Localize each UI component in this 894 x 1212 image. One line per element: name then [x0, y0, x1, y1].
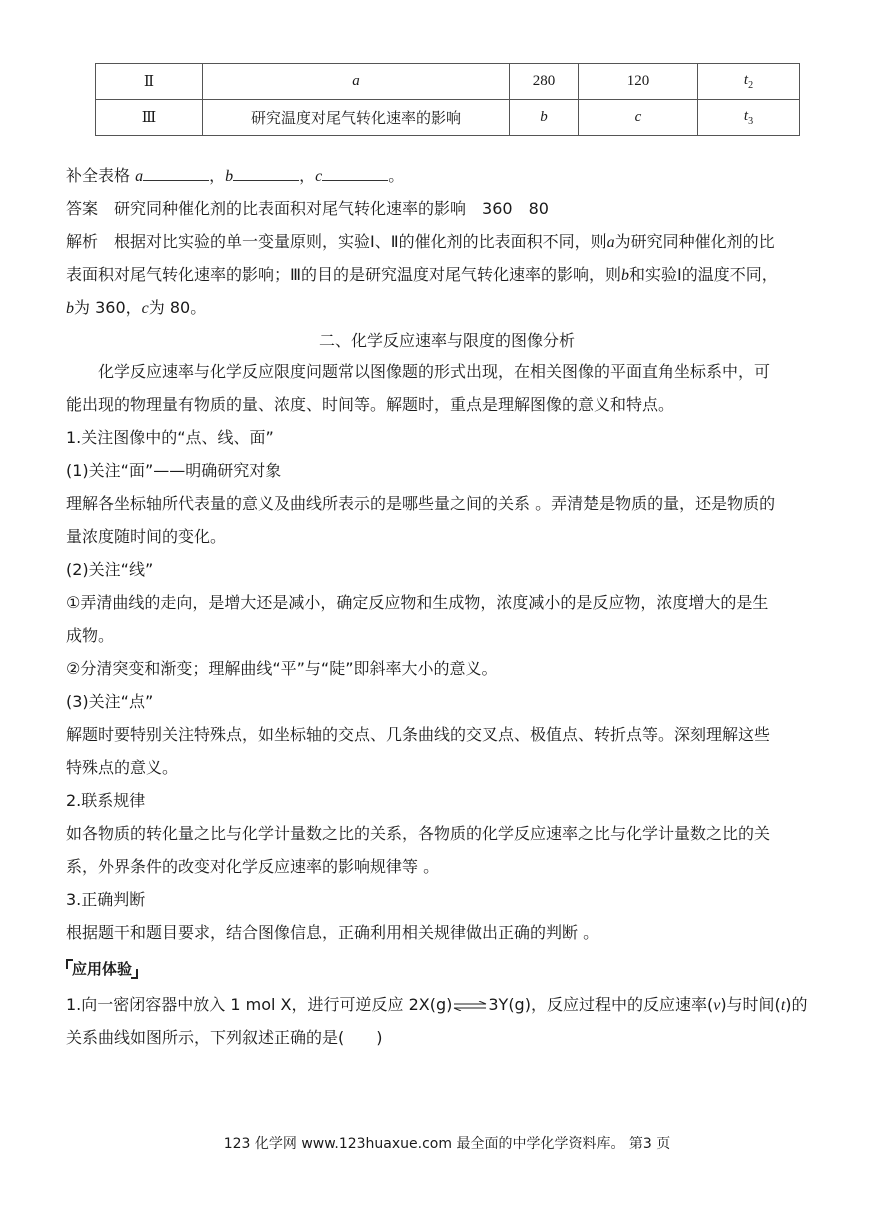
- page-footer: 123 化学网 www.123huaxue.com 最全面的中学化学资料库。 第3 页: [223, 1136, 671, 1152]
- table-cell: c: [579, 100, 698, 136]
- separator: ，: [299, 166, 316, 185]
- table-cell: [698, 100, 800, 136]
- analysis-text: 为研究同种催化剂的比: [614, 232, 775, 251]
- variable: t: [780, 997, 786, 1014]
- answer-label: 答案: [66, 199, 99, 218]
- table-cell: 280: [510, 64, 579, 100]
- time-subscript: 3: [748, 116, 754, 127]
- answer-line: [66, 198, 549, 220]
- question-text: 3Y(g)，反应过程中的反应速率(: [488, 995, 714, 1014]
- table-cell: Ⅱ: [96, 64, 203, 100]
- blank-label-b: b: [225, 168, 234, 185]
- paragraph-line: 系，外界条件的改变对化学反应速率的影响规律等 。: [66, 857, 440, 876]
- paragraph-line: (3)关注“点”: [66, 692, 154, 711]
- paragraph-line: 量浓度随时间的变化。: [66, 527, 227, 546]
- paragraph-line: (1)关注“面”——明确研究对象: [66, 461, 282, 480]
- blank-c: [322, 165, 388, 181]
- question-line-2: 关系曲线如图所示，下列叙述正确的是( ): [66, 1028, 383, 1047]
- paragraph-line: 1.关注图像中的“点、线、面”: [66, 428, 274, 447]
- blank-label-a: a: [135, 168, 144, 185]
- fill-prefix: 补全表格: [66, 166, 136, 185]
- fill-blank-line: [66, 165, 404, 188]
- variable: b: [66, 300, 74, 317]
- time-subscript: 2: [748, 80, 754, 91]
- variable: c: [141, 300, 149, 317]
- analysis-line-3: [66, 297, 206, 320]
- analysis-text: 为 80。: [148, 298, 207, 317]
- table-cell: b: [510, 100, 579, 136]
- section-title: 二、化学反应速率与限度的图像分析: [318, 331, 575, 350]
- paragraph-line: 能出现的物理量有物质的量、浓度、时间等。解题时，重点是理解图像的意义和特点。: [66, 395, 675, 414]
- paragraph-line: 2.联系规律: [66, 791, 146, 810]
- time-symbol: t: [743, 108, 749, 124]
- paragraph-line: 化学反应速率与化学反应限度问题常以图像题的形式出现，在相关图像的平面直角坐标系中，可: [66, 362, 771, 381]
- analysis-line-2: [66, 264, 778, 287]
- analysis-text: 和实验Ⅰ的温度不同，: [629, 265, 778, 284]
- paragraph-line: 如各物质的转化量之比与化学计量数之比的关系，各物质的化学反应速率之比与化学计量数之比的关: [66, 824, 771, 843]
- table-cell: 120: [579, 64, 698, 100]
- paragraph-line: (2)关注“线”: [66, 560, 154, 579]
- analysis-label: 解析: [66, 232, 99, 251]
- question-text: )的: [785, 995, 808, 1014]
- table-cell: Ⅲ: [96, 100, 203, 136]
- reversible-arrow-icon: [453, 1001, 487, 1011]
- paragraph-line: ①弄清曲线的走向，是增大还是减小，确定反应物和生成物，浓度减小的是反应物，浓度增大的是生: [66, 593, 769, 612]
- practice-tag: 应用体验: [66, 958, 138, 980]
- practice-header: [66, 958, 138, 980]
- table-cell: 研究温度对尾气转化速率的影响: [203, 100, 510, 136]
- paragraph-line: ②分清突变和渐变；理解曲线“平”与“陡”即斜率大小的意义。: [66, 659, 498, 678]
- variable: a: [606, 234, 615, 251]
- table-cell: a: [203, 64, 510, 100]
- paragraph-line: 解题时要特别关注特殊点，如坐标轴的交点、几条曲线的交叉点、极值点、转折点等。深刻理解这些: [66, 725, 771, 744]
- analysis-text: 表面积对尾气转化速率的影响；Ⅲ的目的是研究温度对尾气转化速率的影响，则: [66, 265, 622, 284]
- period: 。: [388, 166, 405, 185]
- paragraph-line: 3.正确判断: [66, 890, 146, 909]
- question-line-1: [66, 994, 808, 1017]
- analysis-text: 为 360，: [74, 298, 142, 317]
- paragraph-line: 理解各坐标轴所代表量的意义及曲线所表示的是哪些量之间的关系 。弄清楚是物质的量，还是物质的: [66, 494, 776, 513]
- paragraph-line: 根据题干和题目要求，结合图像信息，正确利用相关规律做出正确的判断 。: [66, 923, 600, 942]
- question-text: 1.向一密闭容器中放入 1 mol X，进行可逆反应 2X(g): [66, 995, 453, 1014]
- answer-text: 研究同种催化剂的比表面积对尾气转化速率的影响 360 80: [114, 199, 549, 218]
- experiment-table: [95, 63, 800, 136]
- question-text: )与时间(: [720, 995, 781, 1014]
- blank-label-c: c: [315, 168, 323, 185]
- table-cell: [698, 64, 800, 100]
- variable: v: [713, 997, 721, 1014]
- blank-a: [143, 165, 209, 181]
- analysis-line-1: [66, 231, 775, 254]
- analysis-text: 根据对比实验的单一变量原则，实验Ⅰ、Ⅱ的催化剂的比表面积不同，则: [114, 232, 607, 251]
- paragraph-line: 特殊点的意义。: [66, 758, 179, 777]
- paragraph-line: 成物。: [66, 626, 115, 645]
- table-row: [96, 64, 800, 100]
- time-symbol: t: [743, 72, 749, 88]
- variable: b: [621, 267, 630, 284]
- blank-b: [233, 165, 299, 181]
- table-row: [96, 100, 800, 136]
- separator: ，: [209, 166, 226, 185]
